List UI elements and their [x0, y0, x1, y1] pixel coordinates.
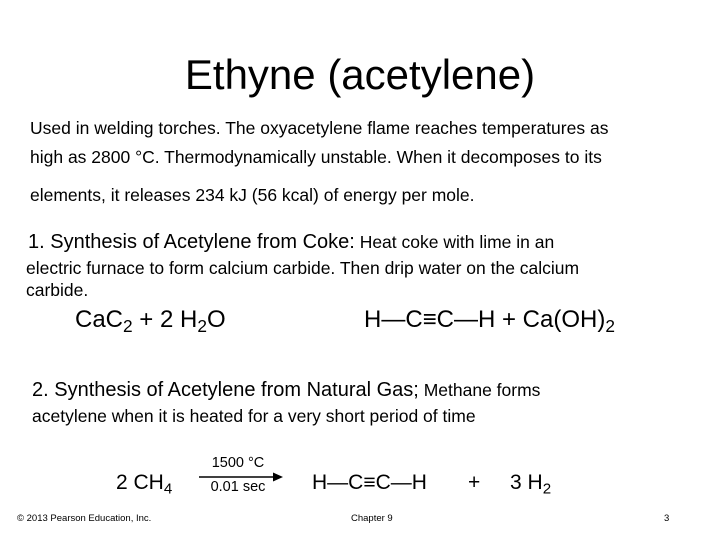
equation1-reactant1: CaC [75, 306, 124, 333]
slide-title: Ethyne (acetylene) [184, 51, 536, 98]
section2-heading-title: 2. Synthesis of Acetylene from Natural Gas; [32, 379, 419, 401]
equation2-product-hydrogen-formula: 3 H [510, 471, 543, 494]
equation1-product: H—C≡C—H + Ca(OH) [364, 306, 606, 333]
intro-line-3: elements, it releases 234 kJ (56 kcal) of energy per mole. [30, 185, 475, 205]
section1-heading-title: 1. Synthesis of Acetylene from Coke: [28, 231, 355, 253]
equation2-reactant-formula: 2 CH [116, 471, 164, 494]
equation2-product-hydrogen [510, 470, 551, 496]
intro-line-2: high as 2800 °C. Thermodynamically unstable. When it decomposes to its [30, 147, 602, 167]
equation2-plus: + [468, 471, 481, 494]
section1-heading [28, 230, 554, 254]
equation1-reactant2-end: O [206, 306, 226, 333]
equation1-products [364, 306, 615, 337]
section1-line-2: electric furnace to form calcium carbide. Then drip water on the calcium [26, 258, 580, 278]
equation1-reactant1-subscript: 2 [123, 316, 133, 337]
reaction-condition-temperature: 1500 °C [211, 455, 265, 471]
footer-page-number: 3 [664, 513, 670, 524]
equation2-product-acetylene: H—C≡C—H [312, 471, 427, 494]
section2-line-2: acetylene when it is heated for a very short period of time [32, 406, 476, 426]
equation1-reactants [75, 306, 226, 337]
equation1-reactant2: + 2 H [132, 306, 198, 333]
footer-chapter: Chapter 9 [351, 513, 393, 524]
section2-heading-rest: Methane forms [418, 380, 541, 400]
intro-line-1: Used in welding torches. The oxyacetylene flame reaches temperatures as [30, 118, 609, 138]
section1-heading-rest: Heat coke with lime in an [354, 232, 555, 252]
equation1-product-subscript: 2 [605, 316, 615, 337]
section2-heading [32, 378, 540, 402]
equation2-reactant [116, 470, 172, 496]
section1-line-3: carbide. [26, 280, 89, 300]
reaction-condition-time: 0.01 sec [210, 479, 266, 495]
footer-copyright: © 2013 Pearson Education, Inc. [17, 513, 152, 524]
equation2-product-hydrogen-subscript: 2 [542, 480, 552, 498]
equation2-reactant-subscript: 4 [163, 480, 173, 498]
equation1-reactant2-subscript: 2 [197, 316, 207, 337]
